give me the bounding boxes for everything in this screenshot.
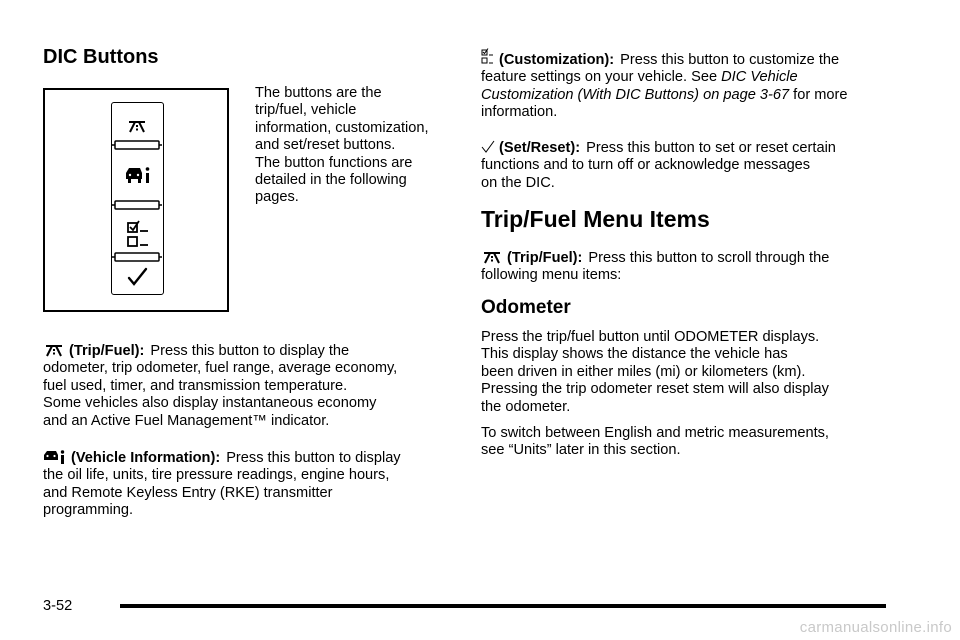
- set-reset-paragraph: [481, 140, 911, 192]
- odometer-text: the odometer.: [481, 398, 571, 415]
- customization-icon: [481, 48, 495, 66]
- customization-text: information.: [481, 104, 558, 121]
- odometer-text: been driven in either miles (mi) or kilometers (km).: [481, 363, 806, 380]
- button-panel-drawing: [112, 103, 162, 293]
- set-reset-text: Press this button to set or reset certain: [586, 140, 836, 156]
- odometer-text: This display shows the distance the vehicle has: [481, 346, 788, 363]
- vehicle-information-icon: [43, 450, 67, 464]
- button-separator: [112, 141, 162, 149]
- menu-section-title: Trip/Fuel Menu Items: [481, 206, 710, 232]
- trip-fuel-icon: [43, 343, 65, 357]
- trip-fuel-icon: [129, 122, 145, 132]
- trip-fuel-text: odometer, trip odometer, fuel range, average economy,: [43, 360, 398, 377]
- button-separator: [112, 201, 162, 209]
- customization-text: Press this button to customize the: [620, 52, 840, 68]
- intro-line: The button functions are: [255, 154, 413, 171]
- intro-line: and set/reset buttons.: [255, 137, 396, 154]
- set-reset-text: on the DIC.: [481, 174, 555, 191]
- odometer-text: Pressing the trip odometer reset stem will also display: [481, 381, 829, 398]
- trip-fuel-text: Some vehicles also display instantaneous economy: [43, 395, 377, 412]
- vehicle-info-text: and Remote Keyless Entry (RKE) transmitter: [43, 484, 333, 501]
- customization-text: for more: [793, 86, 848, 103]
- customization-text: feature settings on your vehicle. See: [481, 69, 718, 86]
- set-reset-icon: [481, 140, 495, 154]
- vehicle-info-label: (Vehicle Information):: [71, 450, 221, 466]
- menu-trip-fuel-label: (Trip/Fuel):: [507, 250, 583, 266]
- footer-rule: [120, 604, 886, 608]
- intro-paragraph: [255, 85, 429, 207]
- menu-trip-fuel-paragraph: [481, 250, 911, 285]
- trip-fuel-text: and an Active Fuel Management™ indicator.: [43, 412, 330, 429]
- odometer-paragraph: [481, 329, 911, 416]
- section-title: DIC Buttons: [43, 46, 159, 68]
- units-paragraph: [481, 425, 911, 460]
- customization-icon: [128, 221, 148, 246]
- trip-fuel-paragraph: [43, 343, 443, 430]
- vehicle-info-paragraph: [43, 450, 443, 520]
- customization-reference[interactable]: DIC Vehicle: [721, 69, 798, 86]
- vehicle-info-text: the oil life, units, tire pressure readings, engine hours,: [43, 467, 390, 484]
- customization-reference[interactable]: Customization (With DIC Buttons) on page 3-67: [481, 86, 790, 103]
- customization-label: (Customization):: [499, 52, 615, 68]
- set-reset-icon: [129, 269, 146, 284]
- button-panel: [111, 102, 164, 295]
- trip-fuel-text: Press this button to display the: [150, 343, 350, 359]
- units-text: To switch between English and metric measurements,: [481, 425, 829, 441]
- intro-line: information, customization,: [255, 119, 429, 136]
- watermark: carmanualsonline.info: [799, 619, 952, 636]
- intro-line: trip/fuel, vehicle: [255, 102, 357, 119]
- odometer-title: Odometer: [481, 297, 571, 318]
- page-number: 3-52: [43, 598, 73, 614]
- customization-paragraph: [481, 48, 911, 122]
- units-text: see “Units” later in this section.: [481, 442, 681, 459]
- menu-trip-fuel-text: following menu items:: [481, 267, 622, 284]
- intro-line: The buttons are the: [255, 85, 382, 101]
- set-reset-label: (Set/Reset):: [499, 140, 581, 156]
- dic-buttons-figure: [43, 88, 229, 312]
- menu-trip-fuel-text: Press this button to scroll through the: [588, 250, 830, 266]
- trip-fuel-text: fuel used, timer, and transmission temperature.: [43, 377, 348, 394]
- intro-line: pages.: [255, 189, 299, 206]
- set-reset-text: functions and to turn off or acknowledge messages: [481, 157, 811, 174]
- vehicle-information-icon: [126, 167, 149, 183]
- vehicle-info-text: Press this button to display: [226, 450, 401, 466]
- trip-fuel-icon: [481, 250, 503, 264]
- trip-fuel-label: (Trip/Fuel):: [69, 343, 145, 359]
- button-separator: [112, 253, 162, 261]
- vehicle-info-text: programming.: [43, 502, 134, 519]
- intro-line: detailed in the following: [255, 172, 407, 189]
- odometer-text: Press the trip/fuel button until ODOMETER displays.: [481, 329, 820, 345]
